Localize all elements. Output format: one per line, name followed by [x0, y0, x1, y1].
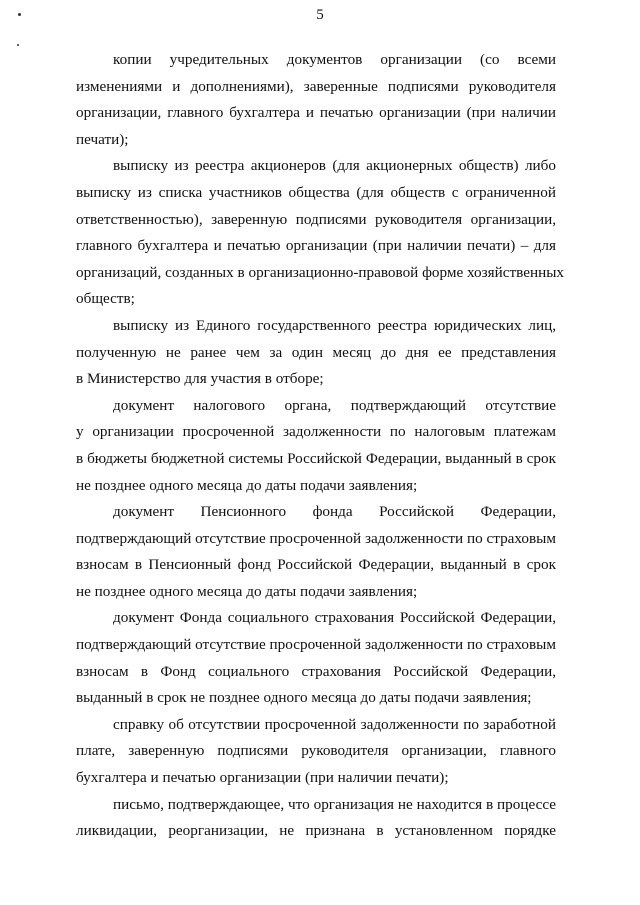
- text-line: письмо, подтверждающее, что организация не находится в процессе: [113, 795, 556, 813]
- text-line: ликвидации, реорганизации, не признана в установленном порядке: [76, 822, 556, 840]
- text-line: печати);: [76, 130, 129, 148]
- paragraph-tax-authority: [76, 393, 556, 499]
- text-line: выданный в срок не позднее одного месяца до даты подачи заявления;: [76, 689, 532, 707]
- paragraph-legal-entities-register: [76, 313, 556, 393]
- text-line: обществ;: [76, 290, 135, 308]
- text-line: справку об отсутствии просроченной задолженности по заработной: [113, 715, 556, 733]
- paragraph-wage-arrears: [76, 712, 556, 792]
- paragraph-liquidation-letter: [76, 792, 556, 845]
- text-line: организаций, созданных в организационно-правовой форме хозяйственных: [76, 263, 565, 281]
- text-line: выписку из реестра акционеров (для акционерных обществ) либо: [113, 157, 556, 175]
- paragraph-shareholder-register: [76, 153, 565, 313]
- text-line: документ Фонда социального страхования Российской Федерации,: [113, 609, 556, 627]
- scan-speck: [18, 13, 21, 16]
- text-line: организации, главного бухгалтера и печатью организации (при наличии: [76, 104, 556, 122]
- text-line: полученную не ранее чем за один месяц до дня ее представления: [76, 343, 556, 361]
- text-line: выписку из списка участников общества (для обществ с ограниченной: [76, 183, 556, 201]
- paragraph-constituent-documents: [76, 47, 556, 153]
- text-line: изменениями и дополнениями), заверенные подписями руководителя: [76, 77, 556, 95]
- text-line: ответственностью), заверенную подписями руководителя организации,: [76, 210, 556, 228]
- paragraph-social-insurance-fund: [76, 605, 556, 711]
- text-line: главного бухгалтера и печатью организации (при наличии печати) – для: [76, 237, 556, 255]
- text-line: не позднее одного месяца до даты подачи заявления;: [76, 582, 418, 600]
- text-line: подтверждающий отсутствие просроченной задолженности по страховым: [76, 636, 556, 654]
- document-body: [76, 47, 565, 845]
- text-line: выписку из Единого государственного реестра юридических лиц,: [113, 316, 556, 334]
- text-line: не позднее одного месяца до даты подачи заявления;: [76, 476, 418, 494]
- text-line: подтверждающий отсутствие просроченной задолженности по страховым: [76, 529, 556, 547]
- text-line: у организации просроченной задолженности по налоговым платежам: [76, 423, 556, 441]
- paragraph-pension-fund: [76, 499, 556, 605]
- scan-speck: [17, 44, 19, 46]
- page-number: 5: [316, 7, 324, 23]
- text-line: взносам в Пенсионный фонд Российской Федерации, выданный в срок: [76, 556, 556, 574]
- text-line: в Министерство для участия в отборе;: [76, 370, 324, 388]
- text-line: взносам в Фонд социального страхования Российской Федерации,: [76, 662, 556, 680]
- text-line: копии учредительных документов организации (со всеми: [113, 51, 556, 68]
- text-line: документ Пенсионного фонда Российской Федерации,: [113, 503, 556, 521]
- text-line: в бюджеты бюджетной системы Российской Федерации, выданный в срок: [76, 449, 556, 467]
- text-line: бухгалтера и печатью организации (при наличии печати);: [76, 769, 449, 787]
- text-line: плате, заверенную подписями руководителя организации, главного: [76, 742, 556, 760]
- text-line: документ налогового органа, подтверждающий отсутствие: [113, 396, 556, 414]
